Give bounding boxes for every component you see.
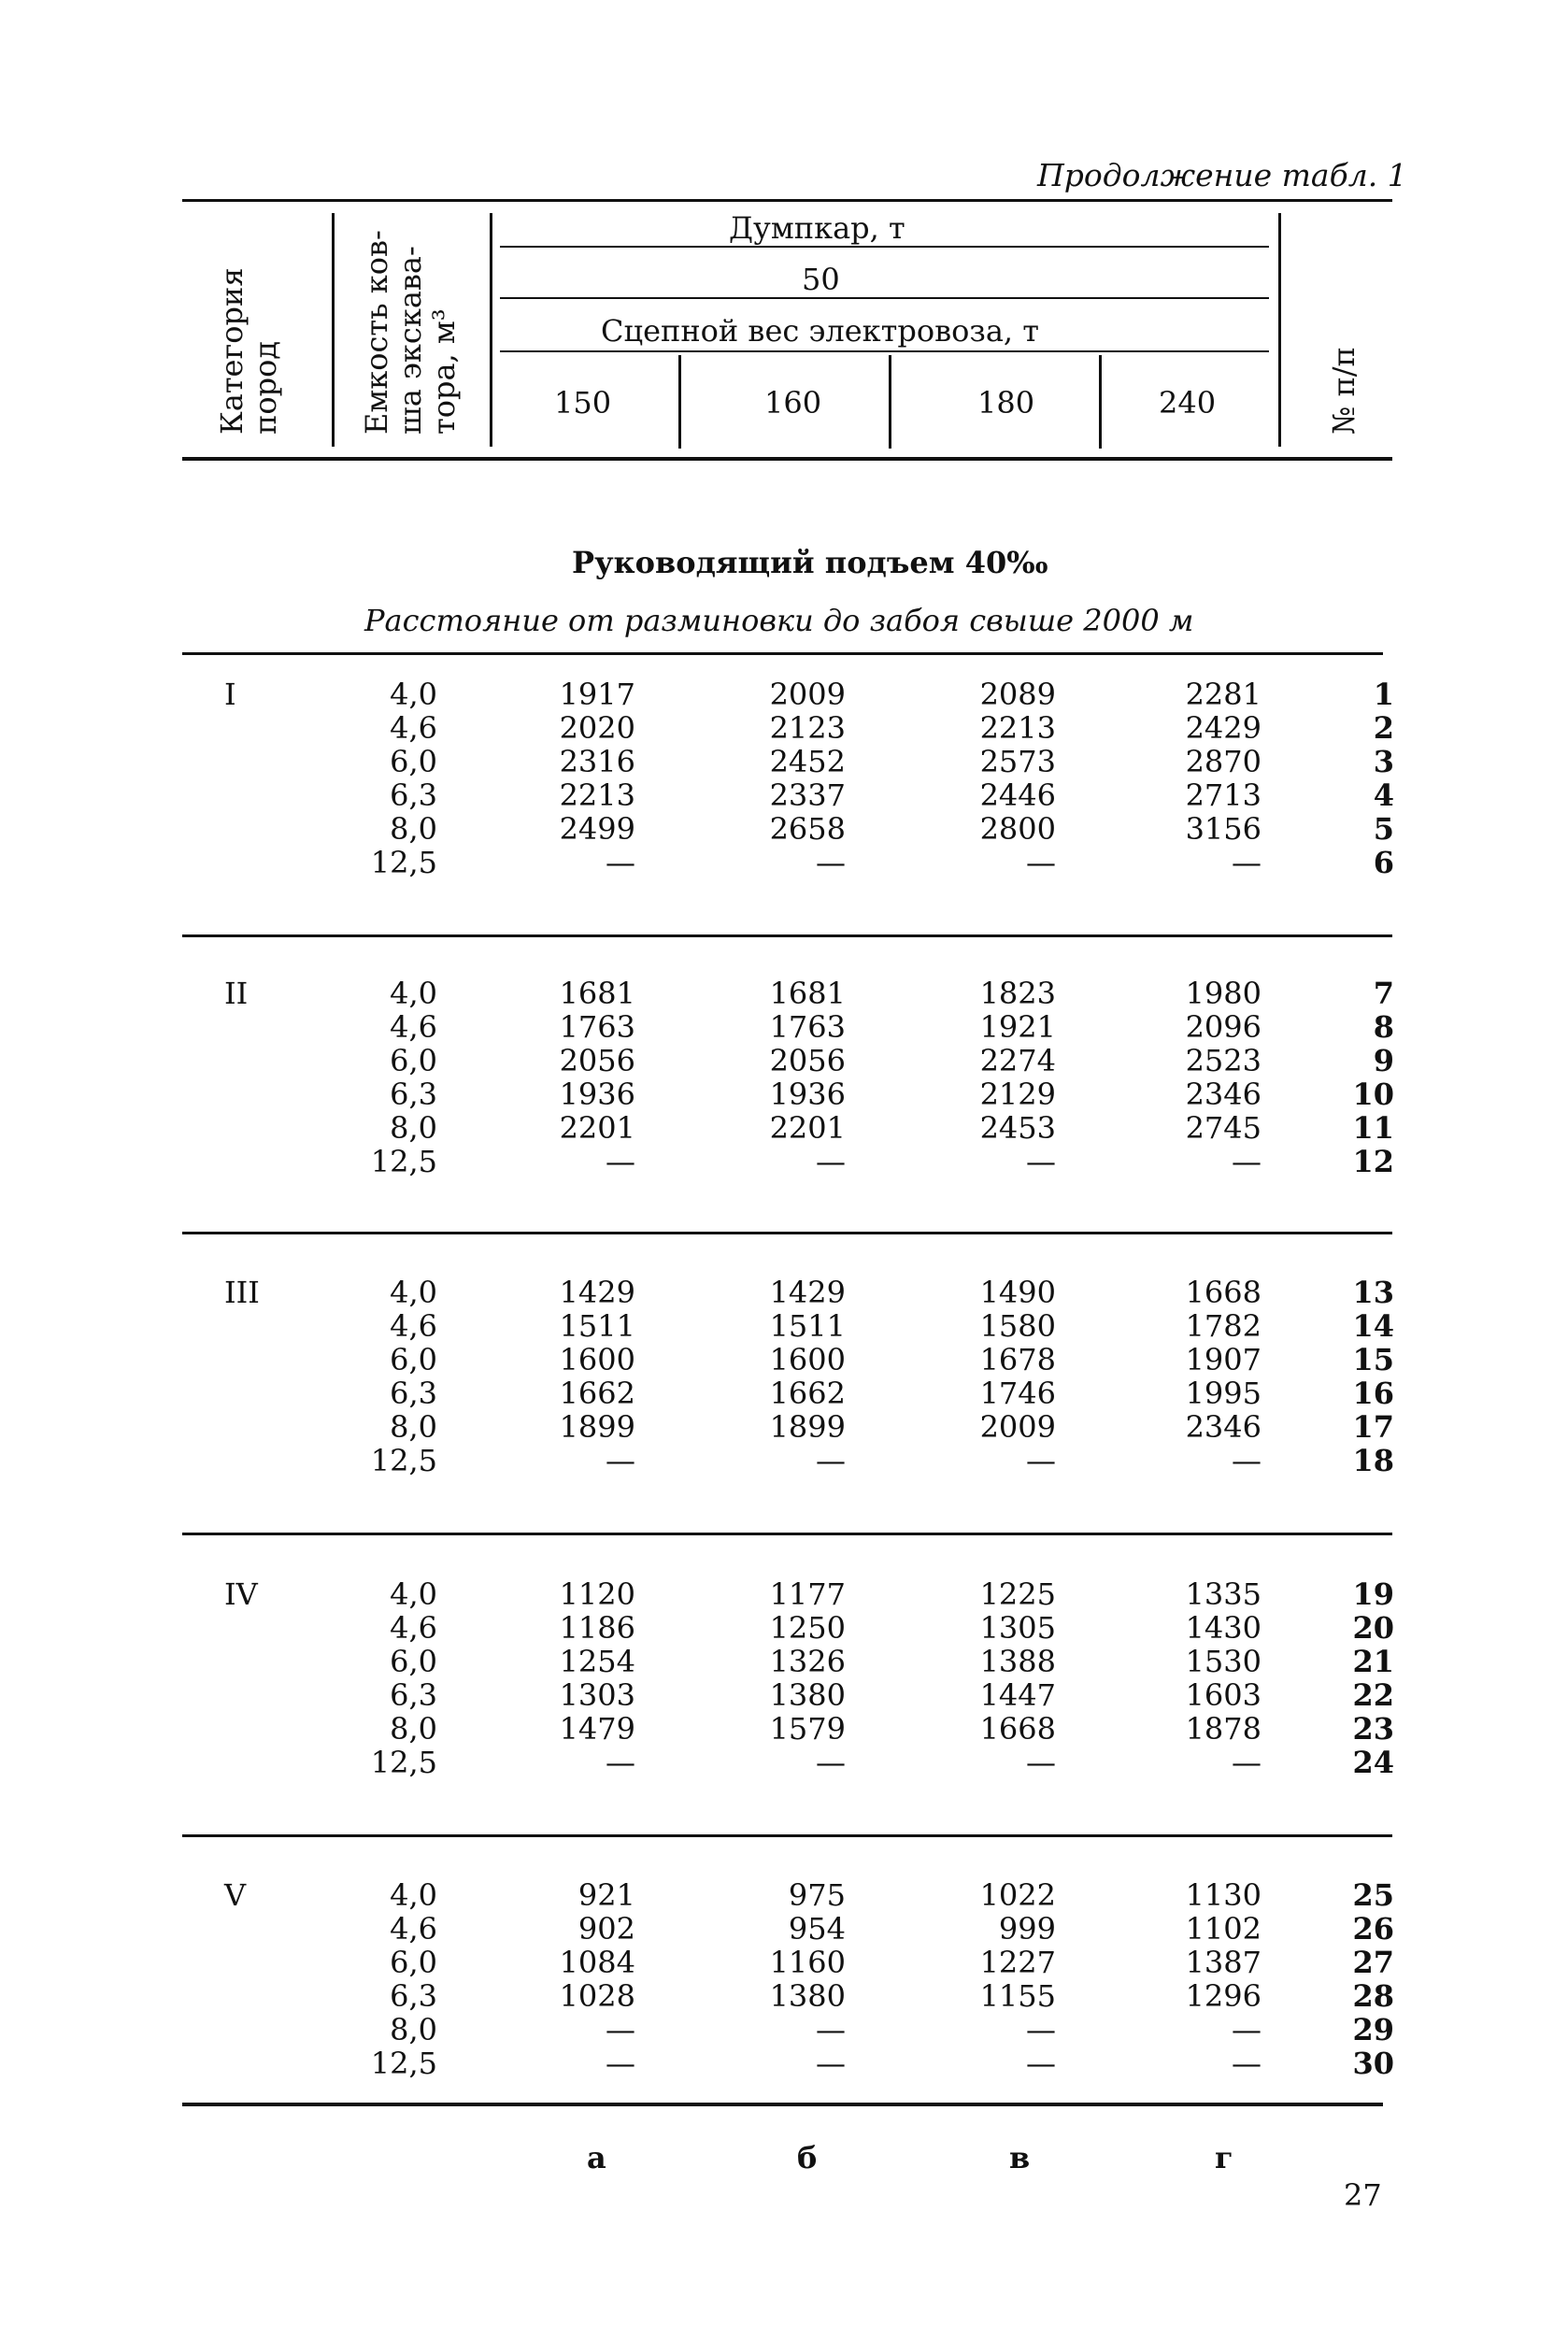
- value-240-cell: 1335: [1185, 1576, 1262, 1612]
- header-weight-150: 150: [554, 385, 612, 421]
- row-number-cell: 3: [1373, 744, 1394, 779]
- value-150-cell: 1084: [559, 1945, 635, 1980]
- value-150-cell: 2056: [559, 1043, 635, 1078]
- value-240-cell: 1387: [1185, 1945, 1262, 1980]
- value-240-cell: 2523: [1185, 1043, 1262, 1078]
- value-160-cell: —: [816, 845, 846, 880]
- value-240-cell: —: [1232, 1443, 1262, 1478]
- value-160-cell: —: [816, 2046, 846, 2081]
- value-240-cell: 2713: [1185, 777, 1262, 813]
- bucket-capacity-cell: 4,0: [390, 1877, 437, 1913]
- value-160-cell: 1511: [769, 1308, 846, 1344]
- row-number-cell: 23: [1352, 1711, 1394, 1747]
- value-180-cell: 1022: [979, 1877, 1056, 1913]
- value-160-cell: 1429: [769, 1275, 846, 1310]
- value-150-cell: 1511: [559, 1308, 635, 1344]
- value-240-cell: 1907: [1185, 1342, 1262, 1377]
- value-180-cell: 1227: [979, 1945, 1056, 1980]
- row-number-cell: 26: [1352, 1911, 1394, 1947]
- row-number-cell: 11: [1352, 1110, 1394, 1146]
- value-240-cell: 1980: [1185, 976, 1262, 1011]
- value-160-cell: 2658: [769, 811, 846, 847]
- value-150-cell: 1120: [559, 1576, 635, 1612]
- value-180-cell: —: [1026, 1144, 1056, 1179]
- value-180-cell: 1668: [979, 1711, 1056, 1747]
- bucket-capacity-cell: 6,0: [390, 1043, 437, 1078]
- row-number-cell: 15: [1352, 1342, 1394, 1377]
- value-180-cell: —: [1026, 1443, 1056, 1478]
- category-label: I: [224, 677, 236, 712]
- value-180-cell: —: [1026, 2012, 1056, 2047]
- value-160-cell: 954: [788, 1911, 846, 1947]
- header-dumpcar: Думпкар, т: [729, 210, 905, 246]
- bucket-capacity-cell: 6,3: [390, 1978, 437, 2014]
- header-vrule-1: [332, 213, 335, 447]
- category-label: II: [224, 976, 249, 1011]
- category-label: IV: [224, 1576, 258, 1612]
- value-240-cell: —: [1232, 1745, 1262, 1780]
- value-150-cell: 1303: [559, 1677, 635, 1713]
- value-180-cell: —: [1026, 845, 1056, 880]
- header-dumpcar-value: 50: [802, 262, 840, 297]
- bucket-capacity-cell: 6,3: [390, 1077, 437, 1112]
- row-number-cell: 2: [1373, 710, 1394, 746]
- value-150-cell: 902: [577, 1911, 635, 1947]
- value-240-cell: 2429: [1185, 710, 1262, 746]
- header-bottom-rule: [182, 457, 1392, 461]
- row-number-cell: 20: [1352, 1610, 1394, 1646]
- value-180-cell: 2453: [979, 1110, 1056, 1146]
- row-number-cell: 28: [1352, 1978, 1394, 2014]
- value-150-cell: —: [606, 2012, 635, 2047]
- row-number-cell: 22: [1352, 1677, 1394, 1713]
- value-160-cell: 1177: [769, 1576, 846, 1612]
- value-180-cell: —: [1026, 1745, 1056, 1780]
- value-180-cell: 2573: [979, 744, 1056, 779]
- value-150-cell: 1681: [559, 976, 635, 1011]
- value-180-cell: 1447: [979, 1677, 1056, 1713]
- value-240-cell: 2346: [1185, 1409, 1262, 1445]
- value-160-cell: 1936: [769, 1077, 846, 1112]
- value-150-cell: 2213: [559, 777, 635, 813]
- category-label: V: [224, 1877, 247, 1913]
- value-180-cell: 1155: [979, 1978, 1056, 2014]
- row-number-cell: 14: [1352, 1308, 1394, 1344]
- header-inner-rule-3: [500, 350, 1269, 352]
- value-240-cell: 1878: [1185, 1711, 1262, 1747]
- value-150-cell: 1186: [559, 1610, 635, 1646]
- column-letter-b: б: [797, 2140, 818, 2175]
- value-240-cell: 2281: [1185, 677, 1262, 712]
- value-160-cell: 2009: [769, 677, 846, 712]
- bucket-capacity-cell: 12,5: [370, 845, 437, 880]
- value-150-cell: 1479: [559, 1711, 635, 1747]
- row-number-cell: 29: [1352, 2012, 1394, 2047]
- row-number-cell: 8: [1373, 1009, 1394, 1045]
- bucket-capacity-cell: 4,0: [390, 1275, 437, 1310]
- header-vrule-3: [1278, 213, 1281, 447]
- value-180-cell: 2213: [979, 710, 1056, 746]
- value-160-cell: —: [816, 2012, 846, 2047]
- value-150-cell: 2020: [559, 710, 635, 746]
- table-caption: Продолжение табл. 1: [1037, 157, 1407, 193]
- bucket-capacity-cell: 4,0: [390, 976, 437, 1011]
- value-160-cell: 2337: [769, 777, 846, 813]
- value-150-cell: 2316: [559, 744, 635, 779]
- bucket-capacity-cell: 12,5: [370, 1144, 437, 1179]
- header-inner-rule-2: [500, 297, 1269, 299]
- value-150-cell: 1429: [559, 1275, 635, 1310]
- value-180-cell: 1388: [979, 1644, 1056, 1679]
- value-160-cell: 975: [788, 1877, 846, 1913]
- value-240-cell: 3156: [1185, 811, 1262, 847]
- value-240-cell: 2096: [1185, 1009, 1262, 1045]
- value-160-cell: 2201: [769, 1110, 846, 1146]
- bucket-capacity-cell: 6,3: [390, 777, 437, 813]
- value-150-cell: —: [606, 845, 635, 880]
- value-180-cell: 2800: [979, 811, 1056, 847]
- bucket-capacity-cell: 6,0: [390, 1342, 437, 1377]
- value-150-cell: 1662: [559, 1376, 635, 1411]
- value-240-cell: 1130: [1185, 1877, 1262, 1913]
- row-number-cell: 13: [1352, 1275, 1394, 1310]
- header-weight-240: 240: [1159, 385, 1217, 421]
- header-category: Категория пород: [214, 267, 283, 435]
- bucket-capacity-cell: 8,0: [390, 1711, 437, 1747]
- value-180-cell: 2446: [979, 777, 1056, 813]
- value-180-cell: 1490: [979, 1275, 1056, 1310]
- value-180-cell: 2274: [979, 1043, 1056, 1078]
- row-number-cell: 10: [1352, 1077, 1394, 1112]
- value-150-cell: —: [606, 1745, 635, 1780]
- bucket-capacity-cell: 6,0: [390, 744, 437, 779]
- group-separator-rule: [182, 1533, 1392, 1535]
- bucket-capacity-cell: 12,5: [370, 2046, 437, 2081]
- value-180-cell: 2009: [979, 1409, 1056, 1445]
- table-bottom-rule: [182, 2103, 1383, 2106]
- value-180-cell: 2129: [979, 1077, 1056, 1112]
- value-150-cell: 1917: [559, 677, 635, 712]
- bucket-capacity-cell: 4,6: [390, 1610, 437, 1646]
- value-180-cell: 1921: [979, 1009, 1056, 1045]
- value-240-cell: 1995: [1185, 1376, 1262, 1411]
- value-160-cell: 1326: [769, 1644, 846, 1679]
- value-240-cell: 1102: [1185, 1911, 1262, 1947]
- value-240-cell: —: [1232, 2012, 1262, 2047]
- page-number: 27: [1344, 2177, 1382, 2213]
- value-240-cell: —: [1232, 845, 1262, 880]
- row-number-cell: 19: [1352, 1576, 1394, 1612]
- value-240-cell: 1296: [1185, 1978, 1262, 2014]
- value-160-cell: 1579: [769, 1711, 846, 1747]
- value-160-cell: 2123: [769, 710, 846, 746]
- value-150-cell: —: [606, 1443, 635, 1478]
- row-number-cell: 7: [1373, 976, 1394, 1011]
- bucket-capacity-cell: 4,6: [390, 1308, 437, 1344]
- value-240-cell: 2346: [1185, 1077, 1262, 1112]
- header-vrule-4: [678, 355, 681, 449]
- bucket-capacity-cell: 8,0: [390, 811, 437, 847]
- value-240-cell: —: [1232, 1144, 1262, 1179]
- bucket-capacity-cell: 4,6: [390, 1911, 437, 1947]
- row-number-cell: 4: [1373, 777, 1394, 813]
- value-150-cell: —: [606, 2046, 635, 2081]
- header-bucket-capacity: Емкость ков- ша экскава- тора, м³: [359, 230, 462, 435]
- row-number-cell: 21: [1352, 1644, 1394, 1679]
- header-coupling-weight: Сцепной вес электровоза, т: [601, 313, 1039, 349]
- value-240-cell: 1668: [1185, 1275, 1262, 1310]
- bucket-capacity-cell: 8,0: [390, 2012, 437, 2047]
- row-number-cell: 16: [1352, 1376, 1394, 1411]
- bucket-capacity-cell: 12,5: [370, 1443, 437, 1478]
- bucket-capacity-cell: 12,5: [370, 1745, 437, 1780]
- value-160-cell: 1662: [769, 1376, 846, 1411]
- value-150-cell: 2201: [559, 1110, 635, 1146]
- value-240-cell: —: [1232, 2046, 1262, 2081]
- row-number-cell: 5: [1373, 811, 1394, 847]
- value-160-cell: 1681: [769, 976, 846, 1011]
- value-180-cell: 1746: [979, 1376, 1056, 1411]
- value-150-cell: 921: [577, 1877, 635, 1913]
- value-240-cell: 2870: [1185, 744, 1262, 779]
- column-letter-g: г: [1215, 2140, 1233, 2175]
- row-number-cell: 12: [1352, 1144, 1394, 1179]
- value-150-cell: 1600: [559, 1342, 635, 1377]
- header-inner-rule-1: [500, 246, 1269, 248]
- value-150-cell: —: [606, 1144, 635, 1179]
- value-160-cell: 1380: [769, 1978, 846, 2014]
- value-150-cell: 1254: [559, 1644, 635, 1679]
- bucket-capacity-cell: 8,0: [390, 1110, 437, 1146]
- value-180-cell: 1305: [979, 1610, 1056, 1646]
- bucket-capacity-cell: 8,0: [390, 1409, 437, 1445]
- table-top-rule: [182, 652, 1383, 655]
- row-number-cell: 6: [1373, 845, 1394, 880]
- value-160-cell: —: [816, 1443, 846, 1478]
- value-150-cell: 1899: [559, 1409, 635, 1445]
- value-240-cell: 1430: [1185, 1610, 1262, 1646]
- value-180-cell: 999: [998, 1911, 1056, 1947]
- header-weight-180: 180: [977, 385, 1035, 421]
- value-180-cell: 1580: [979, 1308, 1056, 1344]
- value-240-cell: 1530: [1185, 1644, 1262, 1679]
- value-240-cell: 1782: [1185, 1308, 1262, 1344]
- column-letter-v: в: [1009, 2140, 1031, 2175]
- row-number-cell: 9: [1373, 1043, 1394, 1078]
- section-subtitle: Расстояние от разминовки до забоя свыше 2000 м: [364, 603, 1194, 638]
- bucket-capacity-cell: 6,0: [390, 1945, 437, 1980]
- value-180-cell: 1678: [979, 1342, 1056, 1377]
- row-number-cell: 18: [1352, 1443, 1394, 1478]
- row-number-cell: 25: [1352, 1877, 1394, 1913]
- header-vrule-6: [1099, 355, 1102, 449]
- value-150-cell: 1763: [559, 1009, 635, 1045]
- value-180-cell: 1225: [979, 1576, 1056, 1612]
- section-title: Руководящий подъем 40‰: [572, 545, 1048, 580]
- group-separator-rule: [182, 934, 1392, 937]
- value-160-cell: 1899: [769, 1409, 846, 1445]
- row-number-cell: 24: [1352, 1745, 1394, 1780]
- value-160-cell: 1763: [769, 1009, 846, 1045]
- header-weight-160: 160: [764, 385, 822, 421]
- bucket-capacity-cell: 6,3: [390, 1677, 437, 1713]
- value-160-cell: —: [816, 1144, 846, 1179]
- value-160-cell: —: [816, 1745, 846, 1780]
- bucket-capacity-cell: 6,0: [390, 1644, 437, 1679]
- row-number-cell: 17: [1352, 1409, 1394, 1445]
- row-number-cell: 27: [1352, 1945, 1394, 1980]
- bucket-capacity-cell: 4,6: [390, 1009, 437, 1045]
- row-number-cell: 30: [1352, 2046, 1394, 2081]
- header-top-rule: [182, 199, 1392, 202]
- value-180-cell: 2089: [979, 677, 1056, 712]
- value-150-cell: 1028: [559, 1978, 635, 2014]
- value-180-cell: —: [1026, 2046, 1056, 2081]
- value-160-cell: 1380: [769, 1677, 846, 1713]
- value-240-cell: 2745: [1185, 1110, 1262, 1146]
- value-240-cell: 1603: [1185, 1677, 1262, 1713]
- group-separator-rule: [182, 1232, 1392, 1234]
- bucket-capacity-cell: 6,3: [390, 1376, 437, 1411]
- value-160-cell: 2452: [769, 744, 846, 779]
- header-row-number: № п/п: [1326, 347, 1361, 435]
- group-separator-rule: [182, 1834, 1392, 1837]
- bucket-capacity-cell: 4,6: [390, 710, 437, 746]
- bucket-capacity-cell: 4,0: [390, 677, 437, 712]
- bucket-capacity-cell: 4,0: [390, 1576, 437, 1612]
- header-vrule-2: [490, 213, 492, 447]
- value-160-cell: 1250: [769, 1610, 846, 1646]
- value-160-cell: 1160: [769, 1945, 846, 1980]
- value-160-cell: 2056: [769, 1043, 846, 1078]
- value-150-cell: 2499: [559, 811, 635, 847]
- value-180-cell: 1823: [979, 976, 1056, 1011]
- value-150-cell: 1936: [559, 1077, 635, 1112]
- category-label: III: [224, 1275, 260, 1310]
- header-vrule-5: [889, 355, 891, 449]
- column-letter-a: а: [587, 2140, 606, 2175]
- value-160-cell: 1600: [769, 1342, 846, 1377]
- row-number-cell: 1: [1373, 677, 1394, 712]
